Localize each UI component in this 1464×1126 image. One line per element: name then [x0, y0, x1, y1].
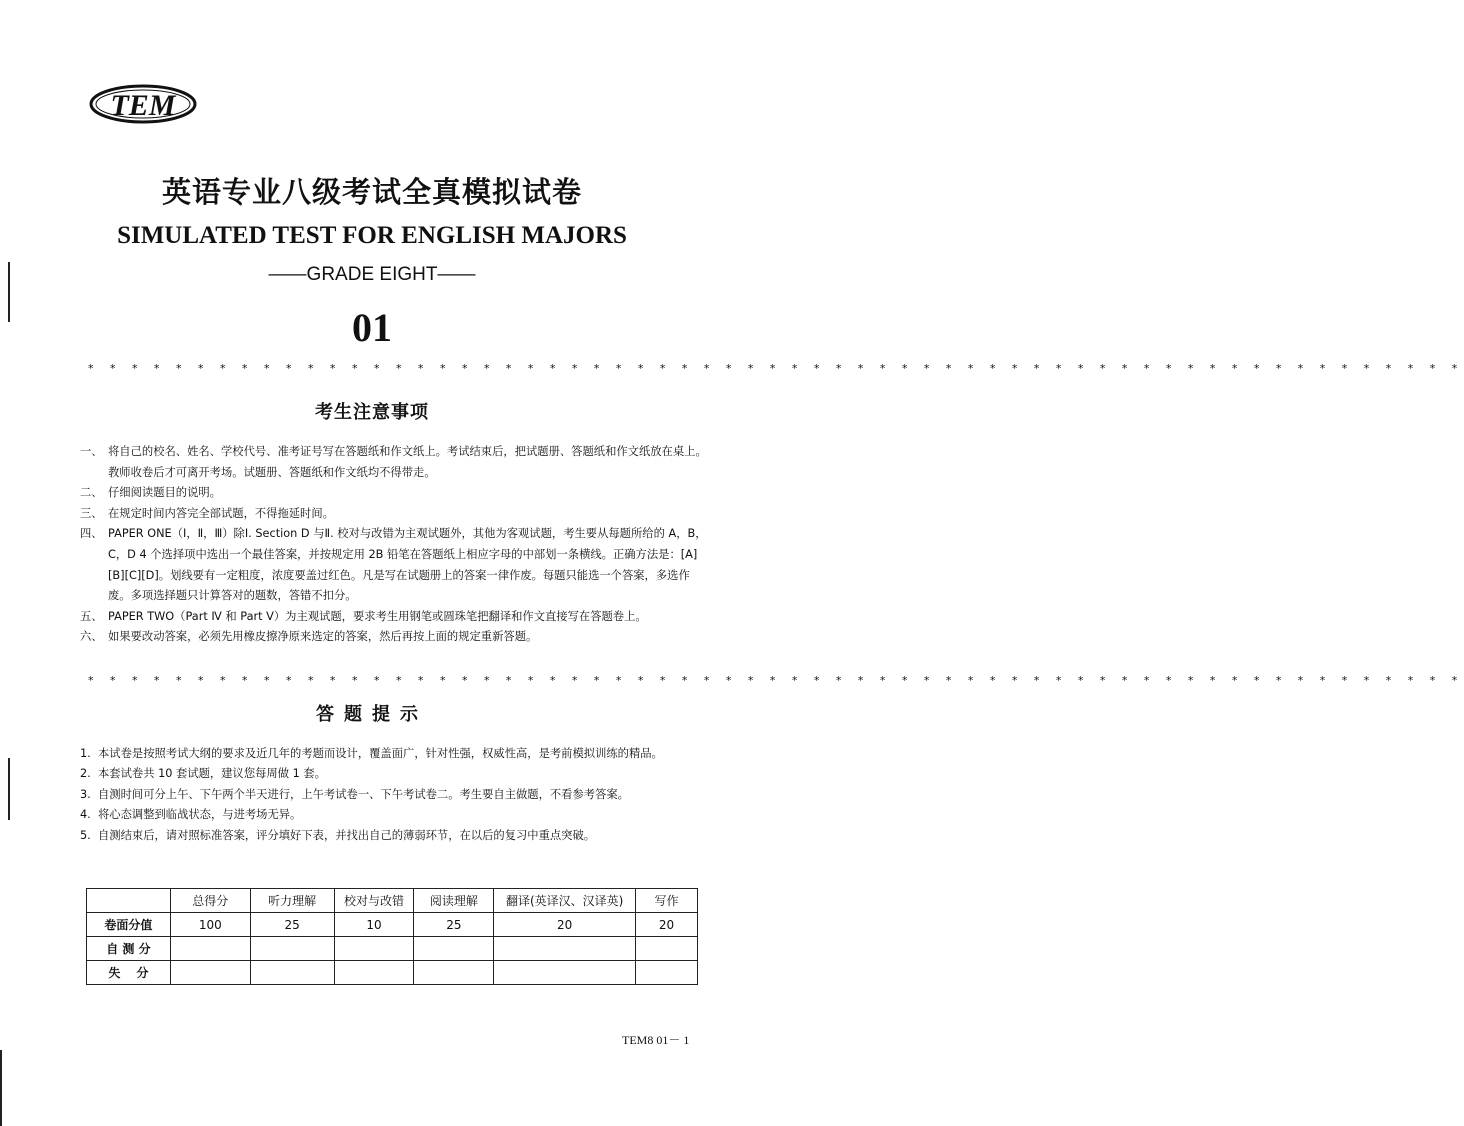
table-cell	[414, 937, 494, 961]
table-cell: 10	[334, 913, 414, 937]
table-cell	[636, 961, 698, 985]
notice-heading: 考生注意事项	[315, 402, 429, 423]
row-header: 自 测 分	[87, 937, 171, 961]
table-cell	[414, 961, 494, 985]
tip-text: 自测时间可分上午、下午两个半天进行，上午考试卷一、下午考试卷二。考生要自主做题，不看参考答案。	[98, 787, 629, 801]
grade-subtitle: ——GRADE EIGHT——	[268, 264, 476, 285]
tips-list	[80, 744, 710, 846]
table-cell	[170, 937, 250, 961]
tip-number: 1.	[80, 747, 91, 760]
score-table-header-row	[87, 889, 698, 913]
tip-text: 将心态调整到临战状态，与进考场无异。	[98, 808, 302, 822]
table-cell	[636, 937, 698, 961]
row-header: 卷面分值	[87, 913, 171, 937]
page-footer: TEM8 01－ 1	[622, 1033, 690, 1047]
tip-number: 5.	[80, 828, 91, 842]
notice-number: 四、	[80, 527, 103, 541]
column-header: 阅读理解	[414, 889, 494, 913]
notice-text: 仔细阅读题目的说明。	[108, 486, 221, 500]
tip-item	[80, 785, 710, 805]
scan-edge-mark	[8, 262, 10, 322]
notice-number: 二、	[80, 486, 103, 500]
tip-item	[80, 764, 710, 784]
notice-number: 三、	[80, 506, 103, 520]
notice-number: 五、	[80, 609, 103, 623]
scan-edge-mark	[0, 1050, 2, 1126]
table-row	[87, 913, 698, 937]
tip-number: 2.	[80, 767, 91, 781]
star-divider: * * * * * * * * * * * * * * * * * * * * * * * * * * * * * * * * * * * * * * * * * * * * * * * * * * * * * * * * * * * * * * *	[88, 362, 1464, 375]
test-number: 01	[352, 305, 392, 350]
table-cell: 20	[636, 913, 698, 937]
column-header: 校对与改错	[334, 889, 414, 913]
notice-item	[80, 442, 710, 483]
tip-item	[80, 826, 710, 846]
notice-text: 如果要改动答案，必须先用橡皮擦净原来选定的答案，然后再按上面的规定重新答题。	[108, 630, 538, 644]
tip-text: 自测结束后，请对照标准答案，评分填好下表，并找出自己的薄弱环节，在以后的复习中重点突破。	[98, 828, 596, 842]
star-divider: * * * * * * * * * * * * * * * * * * * * * * * * * * * * * * * * * * * * * * * * * * * * * * * * * * * * * * * * * * * * * * *	[88, 674, 1464, 687]
tip-number: 3.	[80, 787, 91, 801]
table-cell: 100	[170, 913, 250, 937]
column-header: 翻译(英译汉、汉译英)	[494, 889, 636, 913]
table-cell	[494, 937, 636, 961]
table-cell: 25	[414, 913, 494, 937]
table-cell	[250, 937, 334, 961]
table-cell	[170, 961, 250, 985]
notice-text: PAPER ONE（Ⅰ，Ⅱ，Ⅲ）除Ⅰ. Section D 与Ⅱ. 校对与改错为主观试题外，其他为客观试题，考生要从每题所给的 A，B，C，D 4 个选择项中选出一个最佳答案，并按规定用 2B 铅笔在答题纸上相应字母的中部划一条横线。正确方法是：[A][B][C][D]。划线要有一定粗度，浓度要盖过红色。凡是写在试题册上的答案一律作废。每题只能选一个答案，多选作废。多项选择题只计算答对的题数，答错不扣分。	[108, 527, 707, 603]
tip-item	[80, 805, 710, 825]
notice-list	[80, 442, 710, 648]
tip-text: 本套试卷共 10 套试题，建议您每周做 1 套。	[98, 767, 326, 781]
table-cell: 20	[494, 913, 636, 937]
tip-number: 4.	[80, 808, 91, 822]
scan-edge-mark	[8, 758, 10, 820]
notice-item	[80, 483, 710, 504]
notice-text: PAPER TWO（Part Ⅳ 和 Part Ⅴ）为主观试题，要求考生用钢笔或圆珠笔把翻译和作文直接写在答题卷上。	[108, 609, 647, 623]
notice-text: 在规定时间内答完全部试题，不得拖延时间。	[108, 506, 334, 520]
tip-item	[80, 744, 710, 764]
notice-item	[80, 524, 710, 606]
notice-number: 一、	[80, 445, 103, 458]
table-cell	[334, 961, 414, 985]
english-title: SIMULATED TEST FOR ENGLISH MAJORS	[117, 222, 627, 249]
score-table-corner	[87, 889, 171, 913]
notice-item	[80, 607, 710, 628]
notice-item	[80, 504, 710, 525]
column-header: 听力理解	[250, 889, 334, 913]
tips-heading: 答题提示	[316, 704, 428, 725]
column-header: 写作	[636, 889, 698, 913]
table-cell	[494, 961, 636, 985]
table-row	[87, 961, 698, 985]
row-header: 失 分	[87, 961, 171, 985]
notice-number: 六、	[80, 630, 103, 644]
tip-text: 本试卷是按照考试大纲的要求及近几年的考题而设计，覆盖面广，针对性强，权威性高，是考前模拟训练的精品。	[98, 747, 663, 760]
table-cell: 25	[250, 913, 334, 937]
table-cell	[250, 961, 334, 985]
table-row	[87, 937, 698, 961]
table-cell	[334, 937, 414, 961]
notice-item	[80, 627, 710, 648]
svg-text:TEM: TEM	[110, 89, 176, 122]
column-header: 总得分	[170, 889, 250, 913]
notice-text: 将自己的校名、姓名、学校代号、准考证号写在答题纸和作文纸上。考试结束后，把试题册、答题纸和作文纸放在桌上。教师收卷后才可离开考场。试题册、答题纸和作文纸均不得带走。	[108, 445, 707, 479]
chinese-title: 英语专业八级考试全真模拟试卷	[161, 175, 582, 209]
tem-logo	[88, 82, 200, 126]
score-table	[86, 888, 698, 985]
